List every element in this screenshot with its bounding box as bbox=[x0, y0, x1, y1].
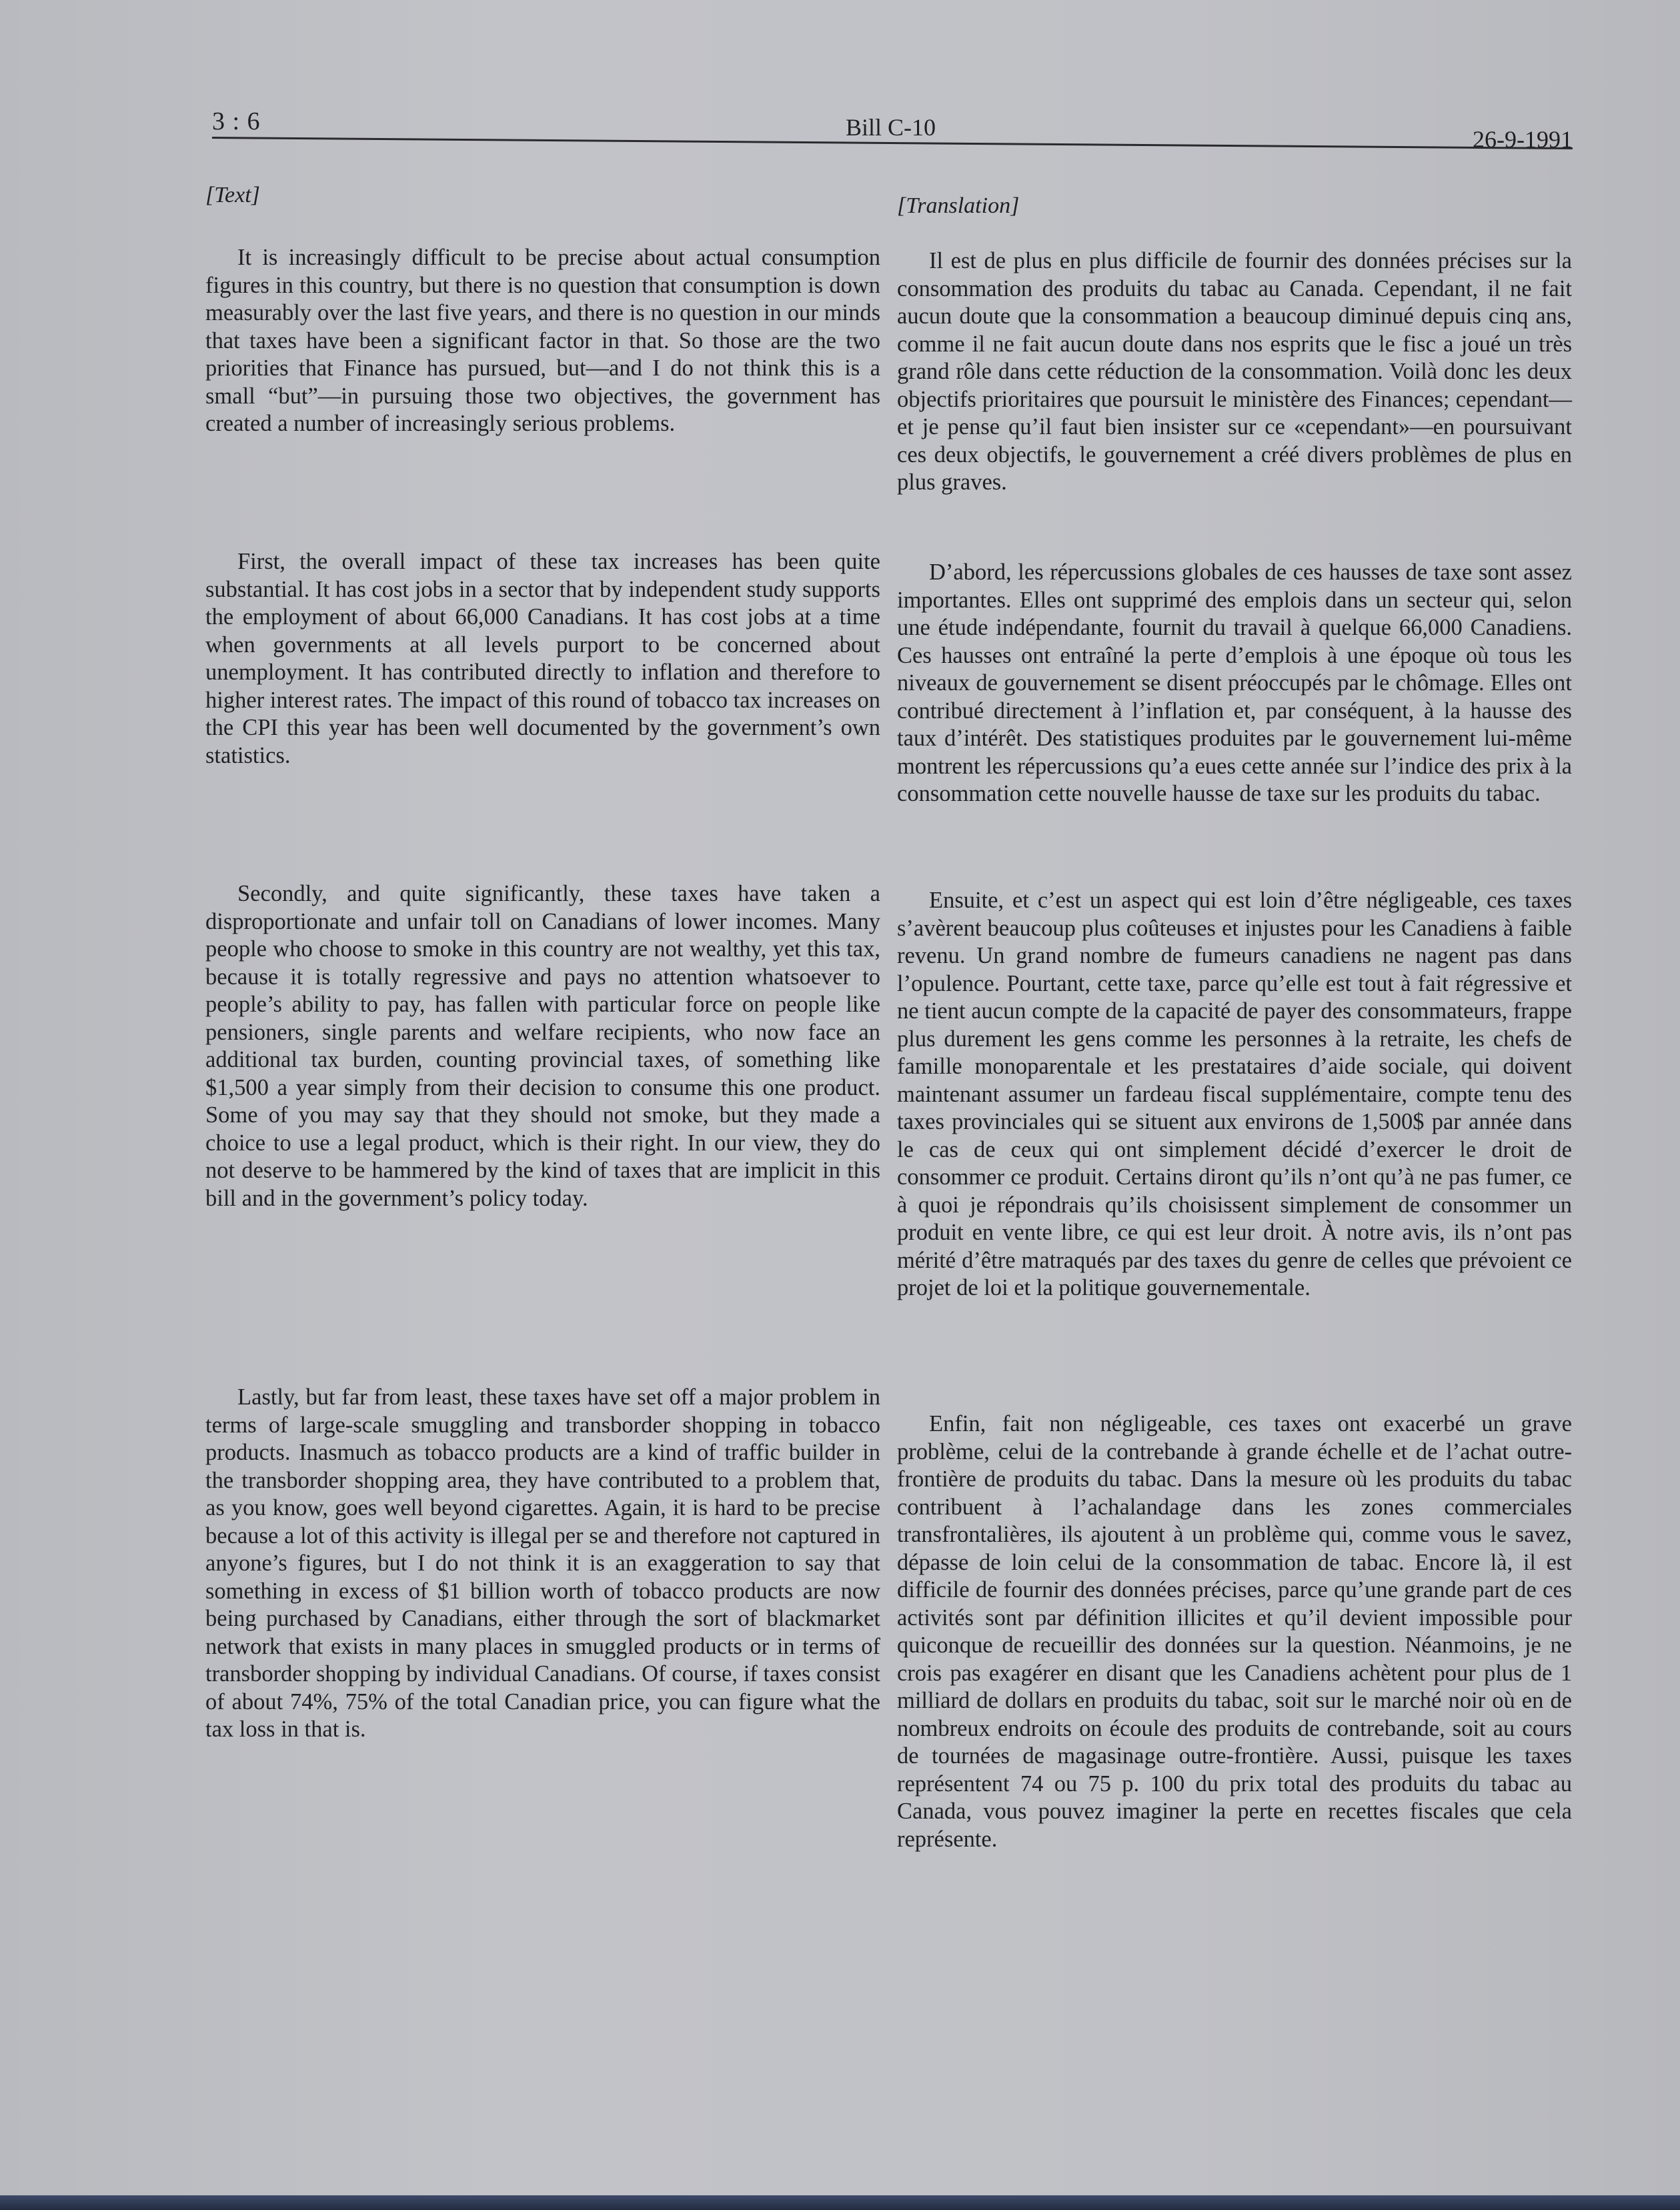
english-label: [Text] bbox=[205, 183, 260, 207]
bill-title: Bill C-10 bbox=[846, 114, 936, 141]
english-paragraph-1: It is increasingly difficult to be precise about actual consumption figures in this country, but there is no question that consumption is down measurably over the last five years, and there is no question in our minds that taxes have been a significant factor in that. So those are the two priorities that Finance has pursued, but—and I do not think this is a small “but”—in pursuing those two objectives, the government has created a number of increasingly serious problems. bbox=[205, 245, 880, 436]
scan-edge bbox=[0, 2195, 1680, 2210]
english-paragraph-3: Secondly, and quite significantly, these taxes have taken a disproportionate and unfair toll on Canadians of lower incomes. Many people who choose to smoke in this country are not wealthy, yet this tax, because it is totally regressive and pays no attention whatsoever to people’s ability to pay, has fallen with particular force on people like pensioners, single parents and welfare recipients, who now face an additional tax burden, counting provincial taxes, of something like $1,500 a year simply from their decision to consume this one product. Some of you may say that they should not smoke, but they made a choice to use a legal product, which is their right. In our view, they do not deserve to be hammered by the kind of taxes that are implicit in this bill and in the government’s policy today. bbox=[205, 881, 880, 1211]
header-date: 26-9-1991 bbox=[1473, 126, 1573, 153]
page-number: 3 : 6 bbox=[212, 107, 261, 135]
french-paragraph-2: D’abord, les répercussions globales de ces hausses de taxe sont assez importantes. Elles ont supprimé des emplois dans un secteur qui, selon une étude indépendante, fournit du travail à quelque 66,000 Canadiens. Ces hausses ont entraîné la perte d’emplois à une époque où tous les niveaux de gouvernement se disent préoccupés par le chômage. Elles ont contribué directement à l’inflation et, par conséquent, à la hausse des taux d’intérêt. Des statistiques produites par le gouvernement lui-même montrent les répercussions qu’a eues cette année sur l’indice des prix à la consommation cette nouvelle hausse de taxe sur les produits du tabac. bbox=[897, 560, 1572, 806]
english-paragraph-2: First, the overall impact of these tax increases has been quite substantial. It has cost jobs in a sector that by independent study supports the employment of about 66,000 Canadians. It has cost jobs at a time when governments at all levels purport to be concerned about unemployment. It has contributed directly to inflation and therefore to higher interest rates. The impact of this round of tobacco tax increases on the CPI this year has been well documented by the government’s own statistics. bbox=[205, 549, 880, 768]
french-paragraph-3: Ensuite, et c’est un aspect qui est loin d’être négligeable, ces taxes s’avèrent beaucoup plus coûteuses et injustes pour les Canadiens à faible revenu. Un grand nombre de fumeurs canadiens ne nagent pas dans l’opulence. Pourtant, cette taxe, parce qu’elle est tout à fait régressive et ne tient aucun compte de la capacité de payer des consommateurs, frappe plus durement les gens comme les personnes à la retraite, les chefs de famille monoparentale et les prestataires d’aide sociale, qui doivent maintenant assumer un fardeau fiscal supplémentaire, compte tenu des taxes provinciales qui se situent aux environs de 1,500$ par année dans le cas de ceux qui ont simplement décidé d’exercer le droit de consommer ce produit. Certains diront qu’ils n’ont qu’à ne pas fumer, ce à quoi je répondrais qu’ils choisissent simplement de consommer un produit en vente libre, ce qui est leur droit. À notre avis, ils n’ont pas mérité d’être matraqués par des taxes du genre de celles que prévoient ce projet de loi et la politique gouvernementale. bbox=[897, 888, 1572, 1300]
french-paragraph-1: Il est de plus en plus difficile de fournir des données précises sur la consommation des produits du tabac au Canada. Cependant, il ne fait aucun doute que la consommation a beaucoup diminué depuis cinq ans, comme il ne fait aucun doute dans nos esprits que le fisc a joué un très grand rôle dans cette réduction de la consommation. Voilà donc les deux objectifs prioritaires que poursuit le ministère des Finances; cependant—et je pense qu’il faut bien insister sur ce «cependant»—en poursuivant ces deux objectifs, le gouvernement a créé divers problèmes de plus en plus graves. bbox=[897, 248, 1572, 495]
french-label: [Translation] bbox=[897, 193, 1020, 218]
english-paragraph-4: Lastly, but far from least, these taxes have set off a major problem in terms of large-scale smuggling and transborder shopping in tobacco products. Inasmuch as tobacco products are a kind of traffic builder in the transborder shopping area, they have contributed to a problem that, as you know, goes well beyond cigarettes. Again, it is hard to be precise because a lot of this activity is illegal per se and therefore not captured in anyone’s figures, but I do not think it is an exaggeration to say that something in excess of $1 billion worth of tobacco products are now being purchased by Canadians, either through the sort of blackmarket network that exists in many places in smuggled products or in terms of transborder shopping by individual Canadians. Of course, if taxes consist of about 74%, 75% of the total Canadian price, you can figure what the tax loss in that is. bbox=[205, 1384, 880, 1742]
french-paragraph-4: Enfin, fait non négligeable, ces taxes ont exacerbé un grave problème, celui de la contrebande à grande échelle et de l’achat outre-frontière de produits du tabac. Dans la mesure où les produits du tabac contribuent à l’achalandage dans les zones commerciales transfrontalières, ils ajoutent à un problème qui, comme vous le savez, dépasse de loin celui de la consommation de tabac. Encore là, il est difficile de fournir des données précises, parce qu’une grande part de ces activités sont par définition illicites et qu’il devient impossible pour quiconque de recueillir des données sur la question. Néanmoins, je ne crois pas exagérer en disant que les Canadiens achètent pour plus de 1 milliard de dollars en produits du tabac, soit sur le marché noir où en de nombreux endroits on écoule des produits de contrebande, soit au cours de tournées de magasinage outre-frontière. Aussi, puisque les taxes représentent 74 ou 75 p. 100 du prix total des produits du tabac au Canada, vous pouvez imaginer la perte en recettes fiscales que cela représente. bbox=[897, 1411, 1572, 1852]
